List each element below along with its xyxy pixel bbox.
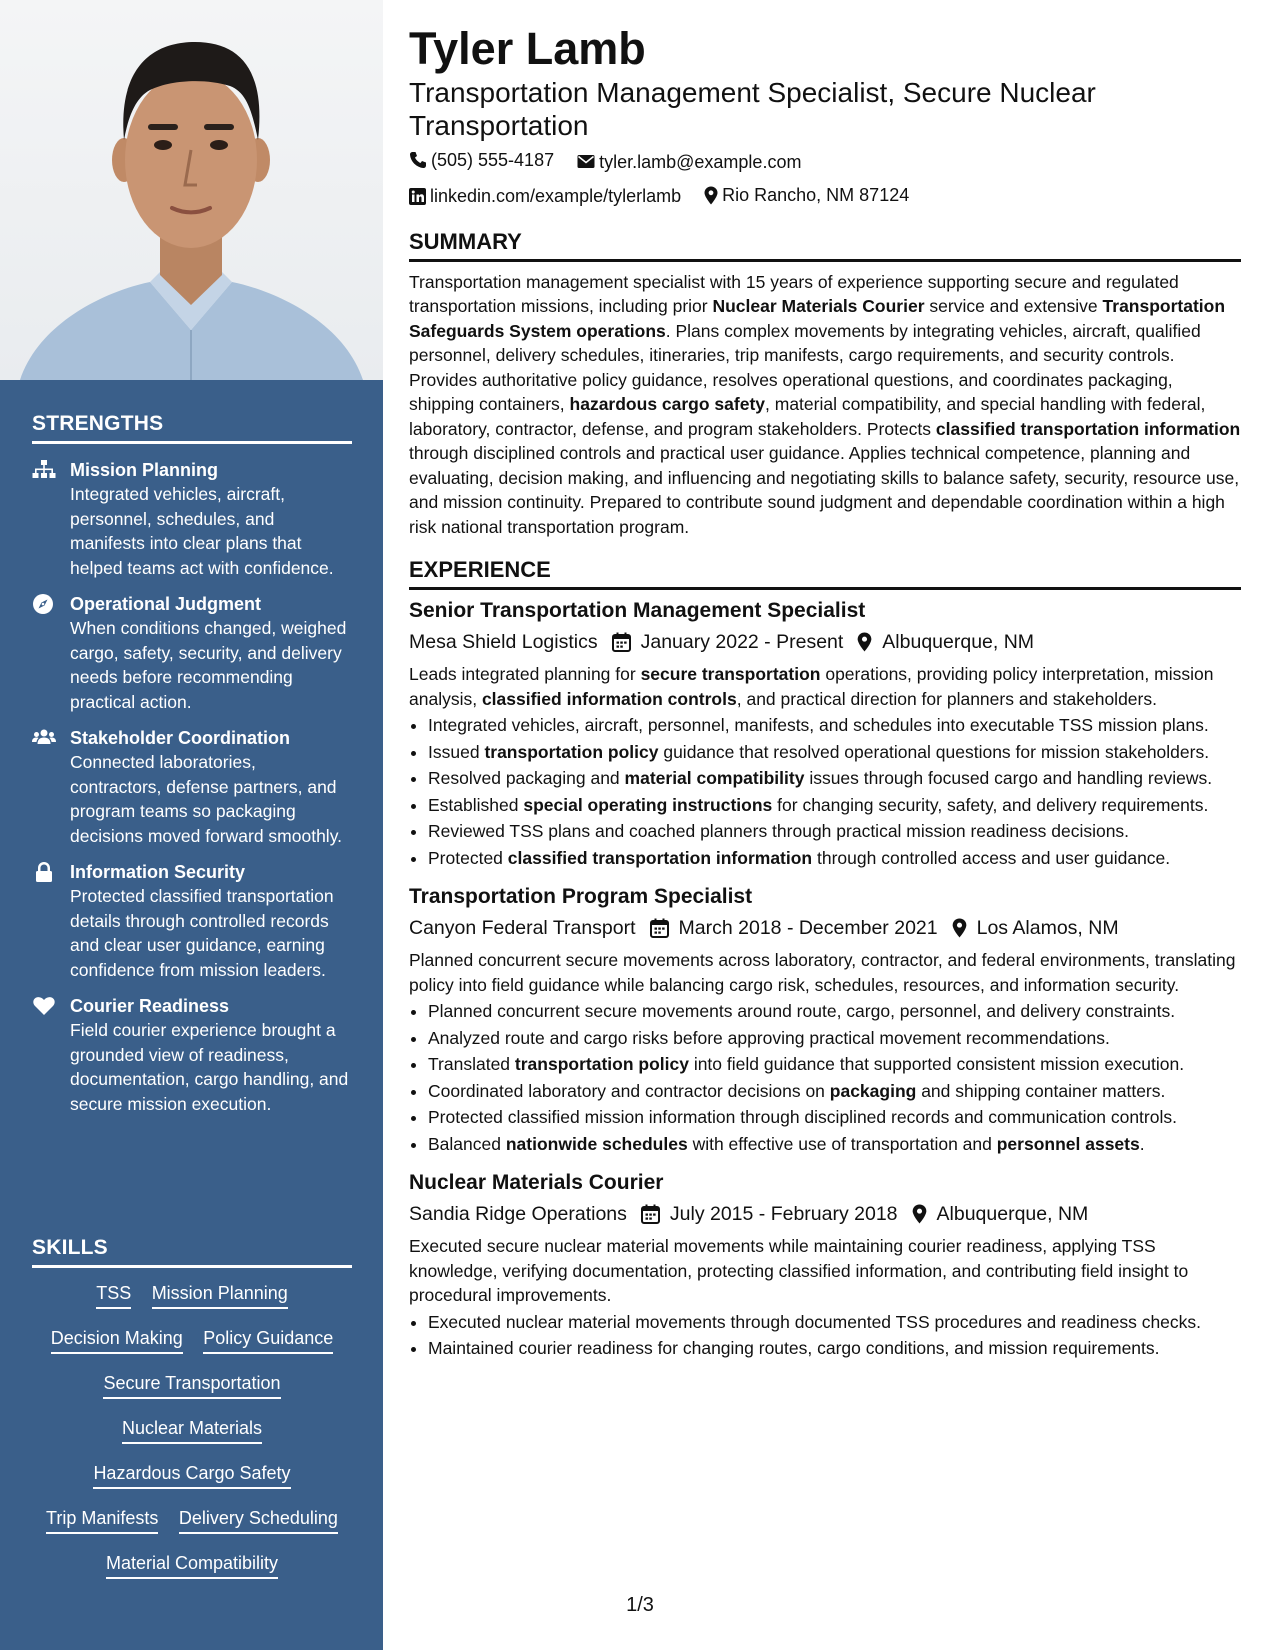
emphasized-text: packaging bbox=[829, 1080, 917, 1101]
strength-item bbox=[32, 726, 352, 848]
skill-row bbox=[32, 1415, 352, 1460]
job-bullets bbox=[409, 713, 1241, 870]
skill-row bbox=[32, 1505, 352, 1550]
contact-info bbox=[409, 144, 1241, 215]
email-contact[interactable] bbox=[577, 146, 801, 178]
strengths-heading: STRENGTHS bbox=[32, 412, 352, 444]
job-bullets bbox=[409, 1310, 1241, 1361]
job-location: Los Alamos, NM bbox=[952, 912, 1119, 944]
heart-icon bbox=[32, 995, 56, 1017]
skill-tag: Decision Making bbox=[51, 1325, 183, 1354]
skill-tag: Secure Transportation bbox=[103, 1370, 280, 1399]
experience-list bbox=[409, 596, 1241, 1361]
bullet-item: • Resolved packaging and material compatibility issues through focused cargo and handling reviews. bbox=[428, 766, 1241, 791]
users-icon bbox=[32, 727, 56, 749]
strength-item bbox=[32, 994, 352, 1116]
map-pin-icon bbox=[912, 1204, 927, 1224]
job-meta bbox=[409, 1198, 1241, 1230]
emphasized-text: transportation policy bbox=[514, 1054, 689, 1074]
strength-item bbox=[32, 458, 352, 580]
job-description: Executed secure nuclear material movements while maintaining courier readiness, applying TSS knowledge, verifying documentation, protecting classified information, and contributing field insight to procedural improvements. bbox=[409, 1236, 1189, 1305]
job-location: Albuquerque, NM bbox=[912, 1198, 1089, 1230]
emphasized-text: classified transportation information bbox=[935, 418, 1241, 439]
skill-tag: Delivery Scheduling bbox=[179, 1505, 338, 1534]
contact-row bbox=[409, 144, 1241, 179]
strength-title: Information Security bbox=[70, 862, 246, 882]
job-dates: March 2018 - December 2021 bbox=[650, 912, 938, 944]
job-entry bbox=[409, 1168, 1241, 1361]
strengths-section bbox=[32, 412, 352, 1116]
job-meta bbox=[409, 626, 1241, 658]
sitemap-icon bbox=[32, 459, 56, 481]
bullet-item: • Reviewed TSS plans and coached planners through practical mission readiness decisions. bbox=[428, 819, 1241, 844]
strength-description: When conditions changed, weighed cargo, safety, security, and delivery needs before recommending practical action. bbox=[70, 618, 347, 712]
skills-list bbox=[32, 1280, 352, 1595]
bullet-item: • Protected classified transportation information through controlled access and user guidance. bbox=[428, 846, 1241, 871]
skill-row bbox=[32, 1460, 352, 1505]
job-description: Leads integrated planning for secure transportation operations, providing policy interpretation, mission analysis, classified information controls, and practical direction for planners and stakeholders. bbox=[409, 664, 1214, 709]
job-title: Transportation Program Specialist bbox=[409, 885, 753, 908]
job-entry bbox=[409, 596, 1241, 870]
bullet-item: • Integrated vehicles, aircraft, personnel, manifests, and schedules into executable TSS mission plans. bbox=[428, 713, 1241, 738]
bullet-item: • Coordinated laboratory and contractor decisions on packaging and shipping container matters. bbox=[428, 1079, 1241, 1104]
bullet-item: • Planned concurrent secure movements around route, cargo, personnel, and delivery constraints. bbox=[428, 999, 1241, 1024]
strength-description: Integrated vehicles, aircraft, personnel, schedules, and manifests into clear plans that helped teams act with confidence. bbox=[70, 484, 334, 578]
compass-icon bbox=[32, 593, 56, 615]
job-title: Nuclear Materials Courier bbox=[409, 1171, 664, 1194]
emphasized-text: nationwide schedules bbox=[505, 1133, 688, 1154]
emphasized-text: special operating instructions bbox=[523, 794, 773, 815]
candidate-name: Tyler Lamb bbox=[409, 23, 646, 74]
skill-row bbox=[32, 1370, 352, 1415]
bullet-item: • Issued transportation policy guidance that resolved operational questions for mission stakeholders. bbox=[428, 740, 1241, 765]
company-name: Canyon Federal Transport bbox=[409, 917, 636, 939]
skill-tag: TSS bbox=[96, 1280, 131, 1309]
company-name: Sandia Ridge Operations bbox=[409, 1203, 627, 1225]
linkedin-icon bbox=[409, 188, 426, 205]
emphasized-text: classified transportation information bbox=[507, 847, 813, 868]
calendar-icon bbox=[612, 632, 631, 652]
skill-tag: Material Compatibility bbox=[106, 1550, 278, 1579]
emphasized-text: Nuclear Materials Courier bbox=[712, 296, 925, 316]
calendar-icon bbox=[650, 918, 669, 938]
bullet-item: • Protected classified mission information through disciplined records and communication controls. bbox=[428, 1105, 1241, 1130]
job-meta bbox=[409, 912, 1241, 944]
emphasized-text: hazardous cargo safety bbox=[569, 394, 766, 414]
phone-icon bbox=[409, 151, 427, 169]
emphasized-text: personnel assets bbox=[996, 1133, 1140, 1154]
strength-title: Mission Planning bbox=[70, 460, 219, 480]
skills-heading: SKILLS bbox=[32, 1236, 352, 1268]
strength-title: Courier Readiness bbox=[70, 996, 230, 1016]
job-dates: January 2022 - Present bbox=[612, 626, 844, 658]
skill-row bbox=[32, 1325, 352, 1370]
skill-row bbox=[32, 1280, 352, 1325]
emphasized-text: classified information controls bbox=[481, 688, 737, 709]
bullet-item: • Analyzed route and cargo risks before approving practical movement recommendations. bbox=[428, 1026, 1241, 1051]
bullet-item: • Balanced nationwide schedules with effective use of transportation and personnel assets. bbox=[428, 1132, 1241, 1157]
bullet-item: • Maintained courier readiness for changing routes, cargo conditions, and mission requirements. bbox=[428, 1336, 1241, 1361]
emphasized-text: transportation policy bbox=[484, 741, 659, 762]
strength-item bbox=[32, 860, 352, 982]
strength-description: Field courier experience brought a grounded view of readiness, documentation, cargo handling, and secure mission execution. bbox=[70, 1020, 349, 1114]
email-address: tyler.lamb@example.com bbox=[599, 151, 802, 172]
summary-text: Transportation management specialist with 15 years of experience supporting secure and regulated transportation missions, including prior Nuclear Materials Courier service and extensive Transportation Safeguards System operations. Plans complex movements by integrating vehicles, aircraft, qualified personnel, delivery schedules, itineraries, trip manifests, cargo requirements, and security controls. Provides authoritative policy guidance, resolves operational questions, and coordinates packaging, shipping containers, hazardous cargo safety, material compatibility, and special handling with federal, laboratory, contractor, defense, and program stakeholders. Protects classified transportation information through disciplined controls and practical user guidance. Applies technical competence, planning and evaluating, decision making, and influencing and negotiating skills to balance safety, security, resource use, and mission continuity. Prepared to contribute sound judgment and dependable coordination within a high risk national transportation program. bbox=[409, 271, 1241, 537]
job-location: Albuquerque, NM bbox=[857, 626, 1034, 658]
map-pin-icon bbox=[952, 918, 967, 938]
map-pin-icon bbox=[857, 632, 872, 652]
strength-title: Operational Judgment bbox=[70, 594, 262, 614]
strength-item bbox=[32, 592, 352, 714]
experience-heading: EXPERIENCE bbox=[409, 557, 1241, 590]
skill-tag: Nuclear Materials bbox=[122, 1415, 262, 1444]
sidebar bbox=[0, 0, 383, 1650]
job-bullets bbox=[409, 999, 1241, 1156]
bullet-item: • Translated transportation policy into field guidance that supported consistent mission execution. bbox=[428, 1052, 1241, 1077]
envelope-icon bbox=[577, 154, 595, 169]
bullet-item: • Established special operating instructions for changing security, safety, and delivery requirements. bbox=[428, 793, 1241, 818]
strength-description: Connected laboratories, contractors, defense partners, and program teams so packaging decisions moved forward smoothly. bbox=[70, 752, 343, 846]
location-contact bbox=[704, 179, 909, 211]
summary-heading: SUMMARY bbox=[409, 229, 1241, 262]
contact-row bbox=[409, 179, 1241, 215]
map-pin-icon bbox=[704, 186, 718, 205]
bullet-item: • Executed nuclear material movements through documented TSS procedures and readiness checks. bbox=[428, 1310, 1241, 1335]
lock-icon bbox=[32, 861, 56, 883]
skill-tag: Hazardous Cargo Safety bbox=[93, 1460, 290, 1489]
linkedin-url: linkedin.com/example/tylerlamb bbox=[430, 186, 682, 206]
job-title: Senior Transportation Management Specialist bbox=[409, 599, 866, 622]
main-content bbox=[409, 22, 1241, 1361]
calendar-icon bbox=[641, 1204, 660, 1224]
skill-row bbox=[32, 1550, 352, 1595]
emphasized-text: secure transportation bbox=[640, 664, 821, 684]
skill-tag: Mission Planning bbox=[152, 1280, 288, 1309]
job-dates: July 2015 - February 2018 bbox=[641, 1198, 898, 1230]
portrait-illustration bbox=[0, 0, 383, 380]
phone-number: (505) 555-4187 bbox=[431, 150, 555, 170]
candidate-headline: Transportation Management Specialist, Secure Nuclear Transportation bbox=[409, 77, 1096, 141]
linkedin-contact[interactable] bbox=[409, 180, 681, 212]
skills-section bbox=[32, 1236, 352, 1595]
job-entry bbox=[409, 882, 1241, 1156]
skill-tag: Trip Manifests bbox=[46, 1505, 158, 1534]
strength-description: Protected classified transportation details through controlled records and clear user guidance, earning confidence from mission leaders. bbox=[70, 886, 334, 980]
skill-tag: Policy Guidance bbox=[203, 1325, 333, 1354]
page-number: 1/3 bbox=[626, 1594, 654, 1616]
location-text: Rio Rancho, NM 87124 bbox=[722, 185, 910, 205]
emphasized-text: material compatibility bbox=[624, 768, 805, 788]
strength-title: Stakeholder Coordination bbox=[70, 728, 291, 748]
phone-contact[interactable] bbox=[409, 144, 554, 176]
emphasized-text: Transportation Safeguards System operations bbox=[409, 296, 1226, 341]
job-description: Planned concurrent secure movements across laboratory, contractor, and federal environments, translating policy into field guidance while balancing cargo risk, schedules, resources, and information security. bbox=[409, 950, 1236, 995]
company-name: Mesa Shield Logistics bbox=[409, 631, 598, 653]
profile-photo bbox=[0, 0, 383, 380]
